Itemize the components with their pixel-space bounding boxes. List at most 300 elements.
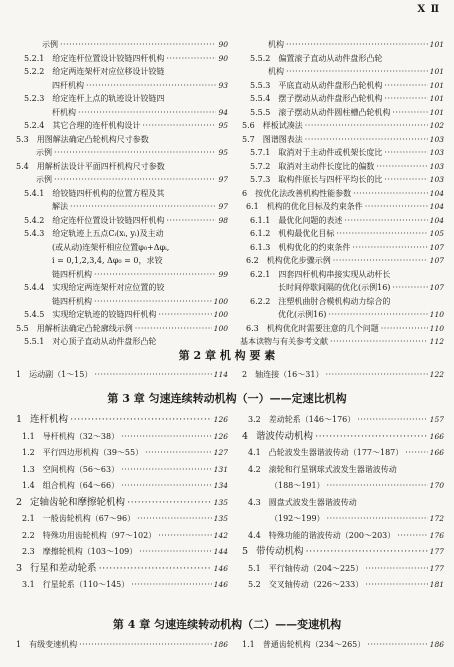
toc-leader-dots: [79, 638, 212, 652]
toc-entry-page: 157: [429, 415, 444, 424]
toc-entry-title: 差动轮系（146～176）: [268, 415, 356, 424]
toc-entry-title: 链四杆机构: [52, 296, 92, 306]
toc-entry: [240, 227, 444, 241]
toc-entry-page: 103: [429, 175, 444, 184]
toc-entry-page: 107: [429, 256, 444, 265]
toc-leader-dots: [392, 106, 427, 120]
toc-entry: [14, 495, 228, 512]
toc-entry: [240, 561, 444, 578]
toc-entry-title: 机构最优化目标: [278, 229, 335, 238]
toc-entry-number: 2: [242, 370, 248, 379]
toc-entry: [14, 146, 228, 160]
toc-entry: [240, 106, 444, 120]
toc-entry: [240, 200, 444, 214]
toc-entry-page: 177: [429, 563, 444, 573]
toc-leader-dots: [367, 638, 427, 652]
toc-entry: [14, 241, 228, 255]
toc-entry-number: 1.4: [22, 481, 35, 490]
toc-entry-title: 组合机构（64～66）: [42, 481, 120, 490]
toc-entry: [240, 368, 444, 382]
toc-entry: [240, 544, 444, 561]
toc-leader-dots: [78, 106, 216, 120]
toc-entry: [240, 429, 444, 446]
toc-entry-number: 6.2: [246, 256, 259, 265]
toc-entry-number: 5.2.1: [24, 53, 45, 63]
toc-leader-dots: [286, 65, 428, 79]
toc-leader-dots: [365, 561, 427, 578]
toc-entry-title: 有级变速机构: [29, 640, 78, 649]
toc-entry: [14, 254, 228, 268]
toc-entry-page: 99: [218, 269, 228, 279]
toc-entry-title: 机构优化时需要注意的几个问题: [266, 323, 379, 333]
toc-leader-dots: [286, 38, 428, 52]
toc-entry-title: 空间机构（56～63）: [42, 464, 120, 474]
toc-entry: [14, 106, 228, 120]
toc-entry-number: 4.3: [248, 497, 261, 507]
toc-entry-page: 170: [429, 481, 444, 490]
toc-leader-dots: [142, 119, 216, 133]
toc-entry-page: 90: [218, 53, 228, 63]
toc-leader-dots: [306, 544, 428, 561]
toc-entry-title: 摩擦轮机构（103～109）: [42, 547, 138, 556]
toc-entry: [240, 187, 444, 201]
toc-entry-title: 给铰链四杆机构的位置方程及其: [52, 188, 165, 198]
toc-entry: [240, 146, 444, 160]
toc-entry: [240, 38, 444, 52]
toc-entry-page: 104: [429, 188, 444, 198]
toc-entry: [240, 528, 444, 545]
toc-leader-dots: [54, 146, 216, 160]
toc-entry-number: 5.7.2: [250, 161, 271, 171]
toc-entry-number: 5.2: [248, 580, 261, 589]
toc-entry-number: 6.2.1: [250, 269, 271, 279]
toc-entry-title: 一般齿轮机构（67～96）: [42, 514, 136, 523]
toc-entry: [14, 65, 228, 79]
toc-left-column: [14, 38, 228, 349]
toc-entry-page: 95: [218, 148, 228, 157]
toc-leader-dots: [145, 445, 212, 462]
toc-entry-title: 样板试凑法: [262, 121, 303, 130]
toc-entry-title: 四套四杆机构串接实现从动杆长: [278, 269, 391, 279]
toc-entry: [14, 92, 228, 106]
toc-leader-dots: [99, 561, 212, 578]
chapter-3-left: [14, 412, 228, 594]
toc-entry: [14, 187, 228, 201]
toc-entry-page: 105: [429, 229, 444, 238]
toc-entry: [14, 322, 228, 336]
toc-entry-page: 103: [429, 161, 444, 171]
toc-entry-page: 126: [213, 431, 228, 441]
toc-entry-title: 机构的优化目标及约束条件: [266, 202, 363, 211]
toc-entry: [14, 462, 228, 479]
toc-leader-dots: [315, 429, 428, 446]
toc-entry-page: 144: [213, 547, 228, 556]
toc-entry-title: 示例: [36, 148, 52, 157]
toc-entry-title: 对心顶子直动从动件盘形凸轮: [52, 337, 157, 346]
toc-entry: [14, 133, 228, 147]
toc-entry-title: 摆子摆动从动件盘形凸轮机构: [278, 94, 383, 103]
toc-entry-page: 107: [429, 242, 444, 252]
toc-entry-number: 5.4.4: [24, 283, 45, 292]
toc-entry-page: 135: [213, 497, 228, 507]
toc-leader-dots: [365, 200, 428, 214]
toc-entry-title: 定轴齿轮和摩擦轮机构: [30, 496, 126, 508]
toc-leader-dots: [131, 577, 211, 594]
toc-entry-page: 146: [213, 580, 228, 589]
toc-entry-page: 97: [218, 175, 228, 184]
toc-entry-page: 97: [218, 202, 228, 211]
toc-entry-title: 给定连杆上点的轨迹设计铰链四: [52, 94, 165, 103]
chapter-3-title: 第 3 章 匀速连续转动机构（一）——定速比机构: [107, 392, 347, 405]
toc-entry-number: 2.3: [22, 547, 35, 556]
toc-entry: [14, 52, 228, 66]
toc-entry: [240, 65, 444, 79]
toc-entry-number: 5.4: [16, 161, 29, 171]
toc-entry-number: 5: [242, 546, 249, 557]
toc-entry-page: 101: [429, 67, 444, 76]
toc-entry-title: 给定轨迹上五点Cᵢ(xᵢ, yᵢ)及主动: [52, 229, 164, 238]
toc-entry-title: (或从动)连架杆相应位置φ₀+Δφᵢ,: [52, 242, 170, 252]
toc-entry-page: 177: [429, 547, 444, 556]
toc-entry-page: 166: [429, 431, 444, 441]
toc-entry: [240, 577, 444, 594]
toc-entry: [14, 412, 228, 429]
toc-entry-page: 166: [429, 448, 444, 457]
toc-leader-dots: [166, 214, 216, 228]
toc-entry-title: 给定两连架杆对应位移设计铰链: [52, 67, 165, 76]
toc-entry: [240, 322, 444, 336]
toc-entry-page: 142: [213, 530, 228, 540]
toc-entry-number: 6.3: [246, 323, 259, 333]
toc-entry: [14, 268, 228, 282]
toc-entry-title: 普通齿轮机构（234～265）: [262, 640, 366, 649]
toc-entry-title: 平行四边形机构（39～55）: [42, 448, 144, 457]
toc-entry-title: 其它合理的连杆机构设计: [52, 121, 141, 130]
toc-entry: [14, 561, 228, 578]
toc-entry-number: 5.7.3: [250, 175, 271, 184]
toc-entry: [240, 478, 444, 495]
toc-leader-dots: [384, 146, 427, 160]
toc-leader-dots: [94, 295, 212, 309]
toc-entry-number: 5.2.4: [24, 121, 45, 130]
toc-entry-number: 4.4: [248, 530, 261, 540]
toc-entry-title: 最优化问题的表述: [278, 215, 343, 225]
toc-entry-number: 6.2.2: [250, 296, 271, 306]
toc-entry-title: 机构: [268, 67, 284, 76]
toc-entry-title: 滚子摆动从动件圆柱槽凸轮机构: [278, 107, 391, 117]
toc-leader-dots: [305, 133, 428, 147]
toc-leader-dots: [325, 368, 427, 382]
chapter-2-title: 第 2 章 机 构 要 素: [178, 349, 276, 362]
toc-leader-dots: [60, 38, 216, 52]
toc-leader-dots: [384, 79, 427, 93]
toc-entry: [240, 445, 444, 462]
toc-entry: [14, 528, 228, 545]
toc-entry-title: （188～191）: [270, 481, 325, 490]
toc-entry: [240, 268, 444, 282]
toc-leader-dots: [352, 241, 427, 255]
chapter-4-title: 第 4 章 匀速连续转动机构（二）——变速机构: [112, 618, 342, 631]
toc-entry-title: 滚轮和行星钢球式波发生器谐波传动: [268, 464, 397, 474]
toc-entry-title: 取消对主动件长度比的偏数: [278, 161, 375, 171]
toc-leader-dots: [158, 308, 211, 322]
toc-entry-page: 104: [429, 215, 444, 225]
toc-entry: [240, 254, 444, 268]
toc-entry: [240, 462, 444, 479]
toc-entry-page: 104: [429, 202, 444, 211]
toc-entry-page: 95: [218, 121, 228, 130]
toc-entry-page: 98: [218, 215, 228, 225]
toc-entry-page: 103: [429, 134, 444, 144]
toc-leader-dots: [365, 577, 427, 594]
toc-entry-number: 5.4.2: [24, 215, 45, 225]
toc-entry: [240, 412, 444, 429]
toc-leader-dots: [376, 160, 427, 174]
toc-entry: [240, 119, 444, 133]
toc-entry-number: 1.3: [22, 464, 35, 474]
toc-leader-dots: [94, 368, 211, 382]
toc-leader-dots: [357, 412, 427, 429]
toc-entry-page: 181: [429, 580, 444, 589]
toc-leader-dots: [70, 412, 212, 429]
toc-entry-title: 特殊功能的谐波传动（200～203）: [268, 530, 396, 540]
toc-leader-dots: [54, 173, 216, 187]
toc-entry-number: 3.1: [22, 580, 35, 589]
toc-entry-title: 平行轴传动（204～225）: [268, 563, 364, 573]
toc-entry-page: 110: [429, 323, 444, 333]
toc-entry-title: 按优化法改善机构性能参数: [255, 188, 352, 198]
toc-entry-title: 轴连接（16～31）: [255, 370, 324, 379]
toc-entry-title: 交叉轴传动（226～233）: [268, 580, 364, 589]
toc-entry-number: 4.1: [248, 448, 261, 457]
toc-entry: [240, 281, 444, 295]
toc-entry-page: 126: [213, 415, 228, 424]
toc-entry: [240, 638, 444, 652]
toc-entry-number: 5.2.2: [24, 67, 45, 76]
toc-entry: [240, 160, 444, 174]
toc-entry-number: 1: [16, 414, 23, 425]
toc-entry-title: 行星和差动轮系: [30, 562, 97, 574]
toc-entry: [14, 160, 228, 174]
toc-entry-title: 长时间停歇间隔的优化(示例16): [278, 283, 391, 292]
toc-leader-dots: [327, 478, 428, 495]
toc-entry-title: 杆机构: [52, 107, 76, 117]
toc-entry-title: 机构优化步骤示例: [266, 256, 331, 265]
toc-entry: [14, 544, 228, 561]
toc-entry-title: 行星轮系（110～145）: [42, 580, 130, 589]
toc-entry-number: 5.5.1: [24, 337, 45, 346]
toc-entry-number: 5.5.5: [250, 107, 271, 117]
toc-entry-page: 186: [213, 640, 228, 649]
toc-entry-page: 101: [429, 107, 444, 117]
toc-leader-dots: [333, 254, 428, 268]
toc-leader-dots: [135, 322, 212, 336]
toc-entry-number: 2: [16, 496, 23, 508]
toc-entry-page: 100: [213, 323, 228, 333]
toc-entry-page: 101: [429, 40, 444, 49]
toc-entry: [240, 133, 444, 147]
toc-entry-title: 示例: [42, 40, 58, 49]
toc-entry: [14, 119, 228, 133]
toc-entry-number: 5.2.3: [24, 94, 45, 103]
chapter-2-left: [14, 368, 228, 382]
toc-entry-title: 解法: [52, 202, 68, 211]
toc-entry: [14, 308, 228, 322]
toc-leader-dots: [392, 281, 427, 295]
toc-entry-page: 186: [429, 640, 444, 649]
toc-entry-title: 导杆机构（32～38）: [42, 431, 120, 441]
toc-entry-title: 注塑机曲肘合模机构动力综合的: [278, 296, 391, 306]
toc-entry-page: 103: [429, 148, 444, 157]
toc-entry-number: 1.2: [22, 448, 35, 457]
toc-entry-page: 122: [429, 370, 444, 379]
toc-entry-page: 127: [213, 448, 228, 457]
chapter-4-left: [14, 638, 228, 652]
toc-leader-dots: [94, 268, 216, 282]
toc-entry-number: 6.1.3: [250, 242, 271, 252]
toc-entry-number: 5.7: [242, 134, 255, 144]
toc-entry: [14, 173, 228, 187]
toc-entry-number: 1.1: [242, 640, 255, 649]
toc-entry: [14, 478, 228, 495]
toc-entry: [14, 214, 228, 228]
toc-entry-page: 146: [213, 563, 228, 573]
toc-entry-title: 谐波传动机构: [256, 430, 314, 442]
toc-entry-page: 134: [213, 481, 228, 490]
toc-leader-dots: [327, 511, 428, 528]
toc-entry-page: 114: [213, 370, 228, 379]
toc-entry-page: 110: [429, 310, 444, 319]
toc-entry-number: 5.4.5: [24, 310, 45, 319]
toc-leader-dots: [127, 495, 212, 512]
toc-entry-number: 2.2: [22, 530, 35, 540]
toc-entry-number: 5.5: [16, 323, 29, 333]
toc-entry-number: 1: [16, 640, 22, 649]
toc-entry-title: 基本读物与有关参考文献: [240, 337, 328, 346]
toc-entry-number: 6: [242, 188, 248, 198]
toc-entry-title: 示例: [36, 175, 52, 184]
toc-entry-page: 172: [429, 514, 444, 523]
toc-entry-number: 5.7.1: [250, 148, 271, 157]
toc-entry: [14, 38, 228, 52]
toc-leader-dots: [158, 528, 211, 545]
toc-entry-title: 圆盘式波发生器谐波传动: [268, 497, 357, 507]
toc-entry-number: 4.2: [248, 464, 261, 474]
toc-entry-page: 101: [429, 94, 444, 103]
toc-leader-dots: [381, 322, 428, 336]
toc-leader-dots: [121, 478, 212, 495]
toc-entry-number: 1: [16, 370, 22, 379]
toc-leader-dots: [405, 445, 427, 462]
toc-entry: [14, 79, 228, 93]
toc-leader-dots: [384, 92, 427, 106]
toc-entry: [240, 308, 444, 322]
toc-entry-title: （192～199）: [270, 514, 325, 523]
toc-entry: [14, 577, 228, 594]
chapter-2-right: [240, 368, 444, 382]
toc-entry-title: 实现给定两连架杆对应位置的铰: [52, 283, 165, 292]
toc-entry-number: 3: [16, 562, 23, 574]
toc-entry-number: 5.5.2: [250, 53, 271, 63]
toc-entry-title: 机构优化的约束条件: [278, 242, 351, 252]
toc-leader-dots: [344, 214, 427, 228]
page-header: X Ⅱ: [417, 4, 440, 15]
toc-leader-dots: [139, 544, 211, 561]
toc-entry-page: 90: [218, 40, 228, 49]
toc-entry-page: 102: [429, 121, 444, 130]
toc-entry-page: 135: [213, 514, 228, 523]
toc-entry: [14, 295, 228, 309]
toc-entry-number: 4: [242, 430, 249, 442]
toc-entry-title: 取构件原长与四杆平均长的比: [278, 175, 383, 184]
toc-entry: [240, 79, 444, 93]
toc-entry-number: 5.4.3: [24, 229, 45, 238]
toc-entry: [14, 368, 228, 382]
toc-leader-dots: [384, 173, 427, 187]
toc-entry-number: 2.1: [22, 514, 35, 523]
toc-leader-dots: [166, 52, 216, 66]
toc-entry-title: 图谱图表法: [262, 134, 303, 144]
toc-entry-number: 6.1: [246, 202, 259, 211]
toc-entry: [14, 445, 228, 462]
toc-entry-number: 3.2: [248, 415, 261, 424]
toc-entry-title: 给定连杆位置设计铰链四杆机构: [52, 215, 165, 225]
toc-entry-title: 平底直动从动件盘形凸轮机构: [278, 80, 383, 90]
toc-entry-number: 5.4.1: [24, 188, 45, 198]
toc-entry-number: 5.5.3: [250, 80, 271, 90]
toc-entry-page: 112: [429, 337, 444, 346]
toc-entry-title: 给定连杆位置设计铰链四杆机构: [52, 53, 165, 63]
toc-entry-title: 四杆机构: [52, 80, 84, 90]
toc-entry: [240, 511, 444, 528]
toc-entry-number: 5.5.4: [250, 94, 271, 103]
toc-leader-dots: [328, 308, 427, 322]
toc-entry: [14, 281, 228, 295]
toc-entry: [14, 227, 228, 241]
toc-leader-dots: [121, 462, 212, 479]
toc-entry-page: 101: [429, 80, 444, 90]
chapter-3-right: [240, 412, 444, 594]
toc-entry: [240, 295, 444, 309]
toc-entry-number: 1.1: [22, 431, 35, 441]
toc-entry-title: 用解析法设计平面四杆机构尺寸参数: [36, 161, 165, 171]
toc-entry-number: 6.1.1: [250, 215, 271, 225]
toc-entry-title: 特殊功用齿轮机构（97～102）: [42, 530, 157, 540]
toc-entry: [240, 495, 444, 512]
toc-entry: [240, 92, 444, 106]
toc-leader-dots: [353, 187, 428, 201]
toc-entry-title: 机构: [268, 40, 284, 49]
toc-entry-page: 100: [213, 310, 228, 319]
toc-leader-dots: [121, 429, 212, 446]
toc-leader-dots: [137, 511, 212, 528]
toc-entry-number: 5.1: [248, 563, 261, 573]
toc-entry: [14, 429, 228, 446]
toc-entry: [14, 638, 228, 652]
toc-entry: [240, 241, 444, 255]
toc-entry: [240, 214, 444, 228]
toc-entry-title: 实现给定轨迹的铰链四杆机构: [52, 310, 157, 319]
toc-entry-page: 176: [429, 530, 444, 540]
toc-leader-dots: [86, 79, 216, 93]
toc-entry-page: 93: [218, 80, 228, 90]
toc-entry-title: i = 0,1,2,3,4, Δφ₀ = 0，求铰: [52, 256, 163, 265]
toc-entry-title: 带传动机构: [256, 546, 304, 557]
toc-leader-dots: [70, 200, 216, 214]
toc-right-column: [240, 38, 444, 349]
toc-entry-title: 用解析法确定凸轮廓线示例: [36, 323, 133, 333]
chapter-4-right: [240, 638, 444, 652]
